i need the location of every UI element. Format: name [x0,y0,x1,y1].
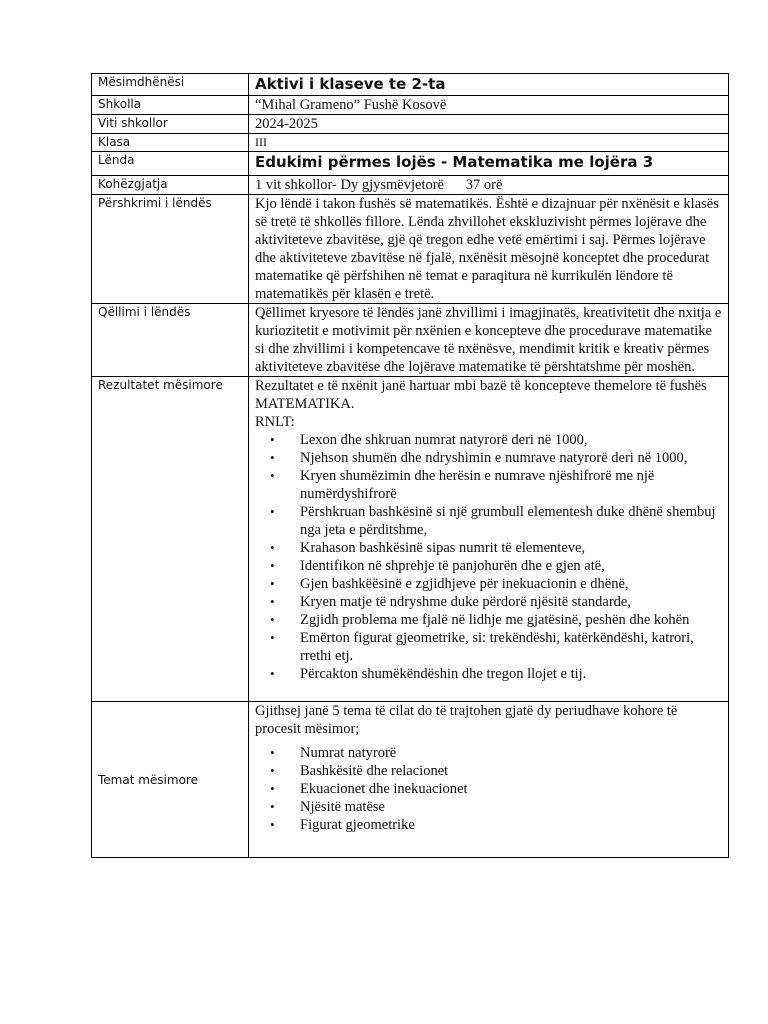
teacher-value: Aktivi i klaseve te 2-ta [249,74,729,96]
goal-label: Qëllimi i lëndës [92,304,249,377]
list-item: • Krahason bashkësinë sipas numrit të elementeve, [300,539,722,557]
list-item: • Numrat natyrorë [300,744,722,762]
row-topics [92,702,729,858]
row-teacher [92,74,729,96]
goal-value: Qëllimet kryesore të lëndës janë zhvillimi i imagjinatës, kreativitetit dhe nxitja e kuriozitetit e motivimit për nxënien e koncepteve dhe procedurave matematike si dhe zhvillimi i kompetencave të nxënësve, mendimit kritik e kreativ përmes aktiviteteve zbavitëse dhe lojërave matematike të përshtatshme për moshën. [249,304,729,377]
list-item: • Kryen matje të ndryshme duke përdorë njësitë standarde, [300,593,722,611]
row-duration [92,176,729,195]
year-label: Viti shkollor [92,115,249,134]
grade-value: III [249,134,729,152]
description-value: Kjo lëndë i takon fushës së matematikës. Është e dizajnuar për nxënësit e klasës së tretë të shkollës fillore. Lënda zhvillohet ekskluzivisht përmes lojërave dhe aktiviteteve zbavitëse, gjë që tregon edhe vetë emërtimi i saj. Përmes lojërave dhe aktiviteteve zbavitëse në fjalë, nxënësit mësojnë konceptet dhe procedurat matematike që përfshihen në temat e paraqitura në kurrikulën lëndore të matematikës për klasën e tretë. [249,195,729,304]
teacher-label: Mësimdhënësi [92,74,249,96]
list-item: • Identifikon në shprehje të panjohurën dhe e gjen atë, [300,557,722,575]
duration-label: Kohëzgjatja [92,176,249,195]
row-outcomes [92,377,729,702]
list-item: • Përshkruan bashkësinë si një grumbull elementesh duke dhënë shembuj nga jeta e përditshme, [300,503,722,539]
list-item: • Figurat gjeometrike [300,816,722,834]
row-school [92,96,729,115]
list-item: • Njehson shumën dhe ndryshimin e numrave natyrorë deri në 1000, [300,449,722,467]
row-year [92,115,729,134]
row-subject [92,152,729,176]
row-grade [92,134,729,152]
list-item: • Emërton figurat gjeometrike, si: trekëndëshi, katërkëndëshi, katrori, rrethi etj. [300,629,722,665]
grade-label: Klasa [92,134,249,152]
row-description [92,195,729,304]
list-item: • Lexon dhe shkruan numrat natyrorë deri në 1000, [300,431,722,449]
topics-list [255,744,722,834]
year-value: 2024-2025 [249,115,729,134]
outcomes-list [255,431,722,683]
topics-cell [249,702,729,858]
topics-intro: Gjithsej janë 5 tema të cilat do të trajtohen gjatë dy periudhave kohore të procesit mësimor; [255,703,678,737]
syllabus-table [91,73,729,858]
list-item: • Gjen bashkëësinë e zgjidhjeve për inekuacionin e dhënë, [300,575,722,593]
subject-label: Lënda [92,152,249,176]
list-item: • Njësitë matëse [300,798,722,816]
outcomes-intro: Rezultatet e të nxënit janë hartuar mbi bazë të koncepteve themelore të fushës MATEMATIKA. [255,378,707,412]
list-item: • Bashkësitë dhe relacionet [300,762,722,780]
school-label: Shkolla [92,96,249,115]
duration-value: 1 vit shkollor- Dy gjysmëvjetorë 37 orë [249,176,729,195]
list-item: • Përcakton shumëkëndëshin dhe tregon llojet e tij. [300,665,722,683]
outcomes-cell [249,377,729,702]
description-label: Përshkrimi i lëndës [92,195,249,304]
topics-label: Temat mësimore [92,702,249,858]
list-item: • Zgjidh problema me fjalë në lidhje me gjatësinë, peshën dhe kohën [300,611,722,629]
row-goal [92,304,729,377]
subject-value: Edukimi përmes lojës - Matematika me lojëra 3 [249,152,729,176]
list-item: • Kryen shumëzimin dhe herësin e numrave njëshifrorë me një numërdyshifrorë [300,467,722,503]
list-item: • Ekuacionet dhe inekuacionet [300,780,722,798]
outcomes-label: Rezultatet mësimore [92,377,249,702]
outcomes-sublabel: RNLT: [255,414,295,430]
school-value: “Mihal Grameno” Fushë Kosovë [249,96,729,115]
